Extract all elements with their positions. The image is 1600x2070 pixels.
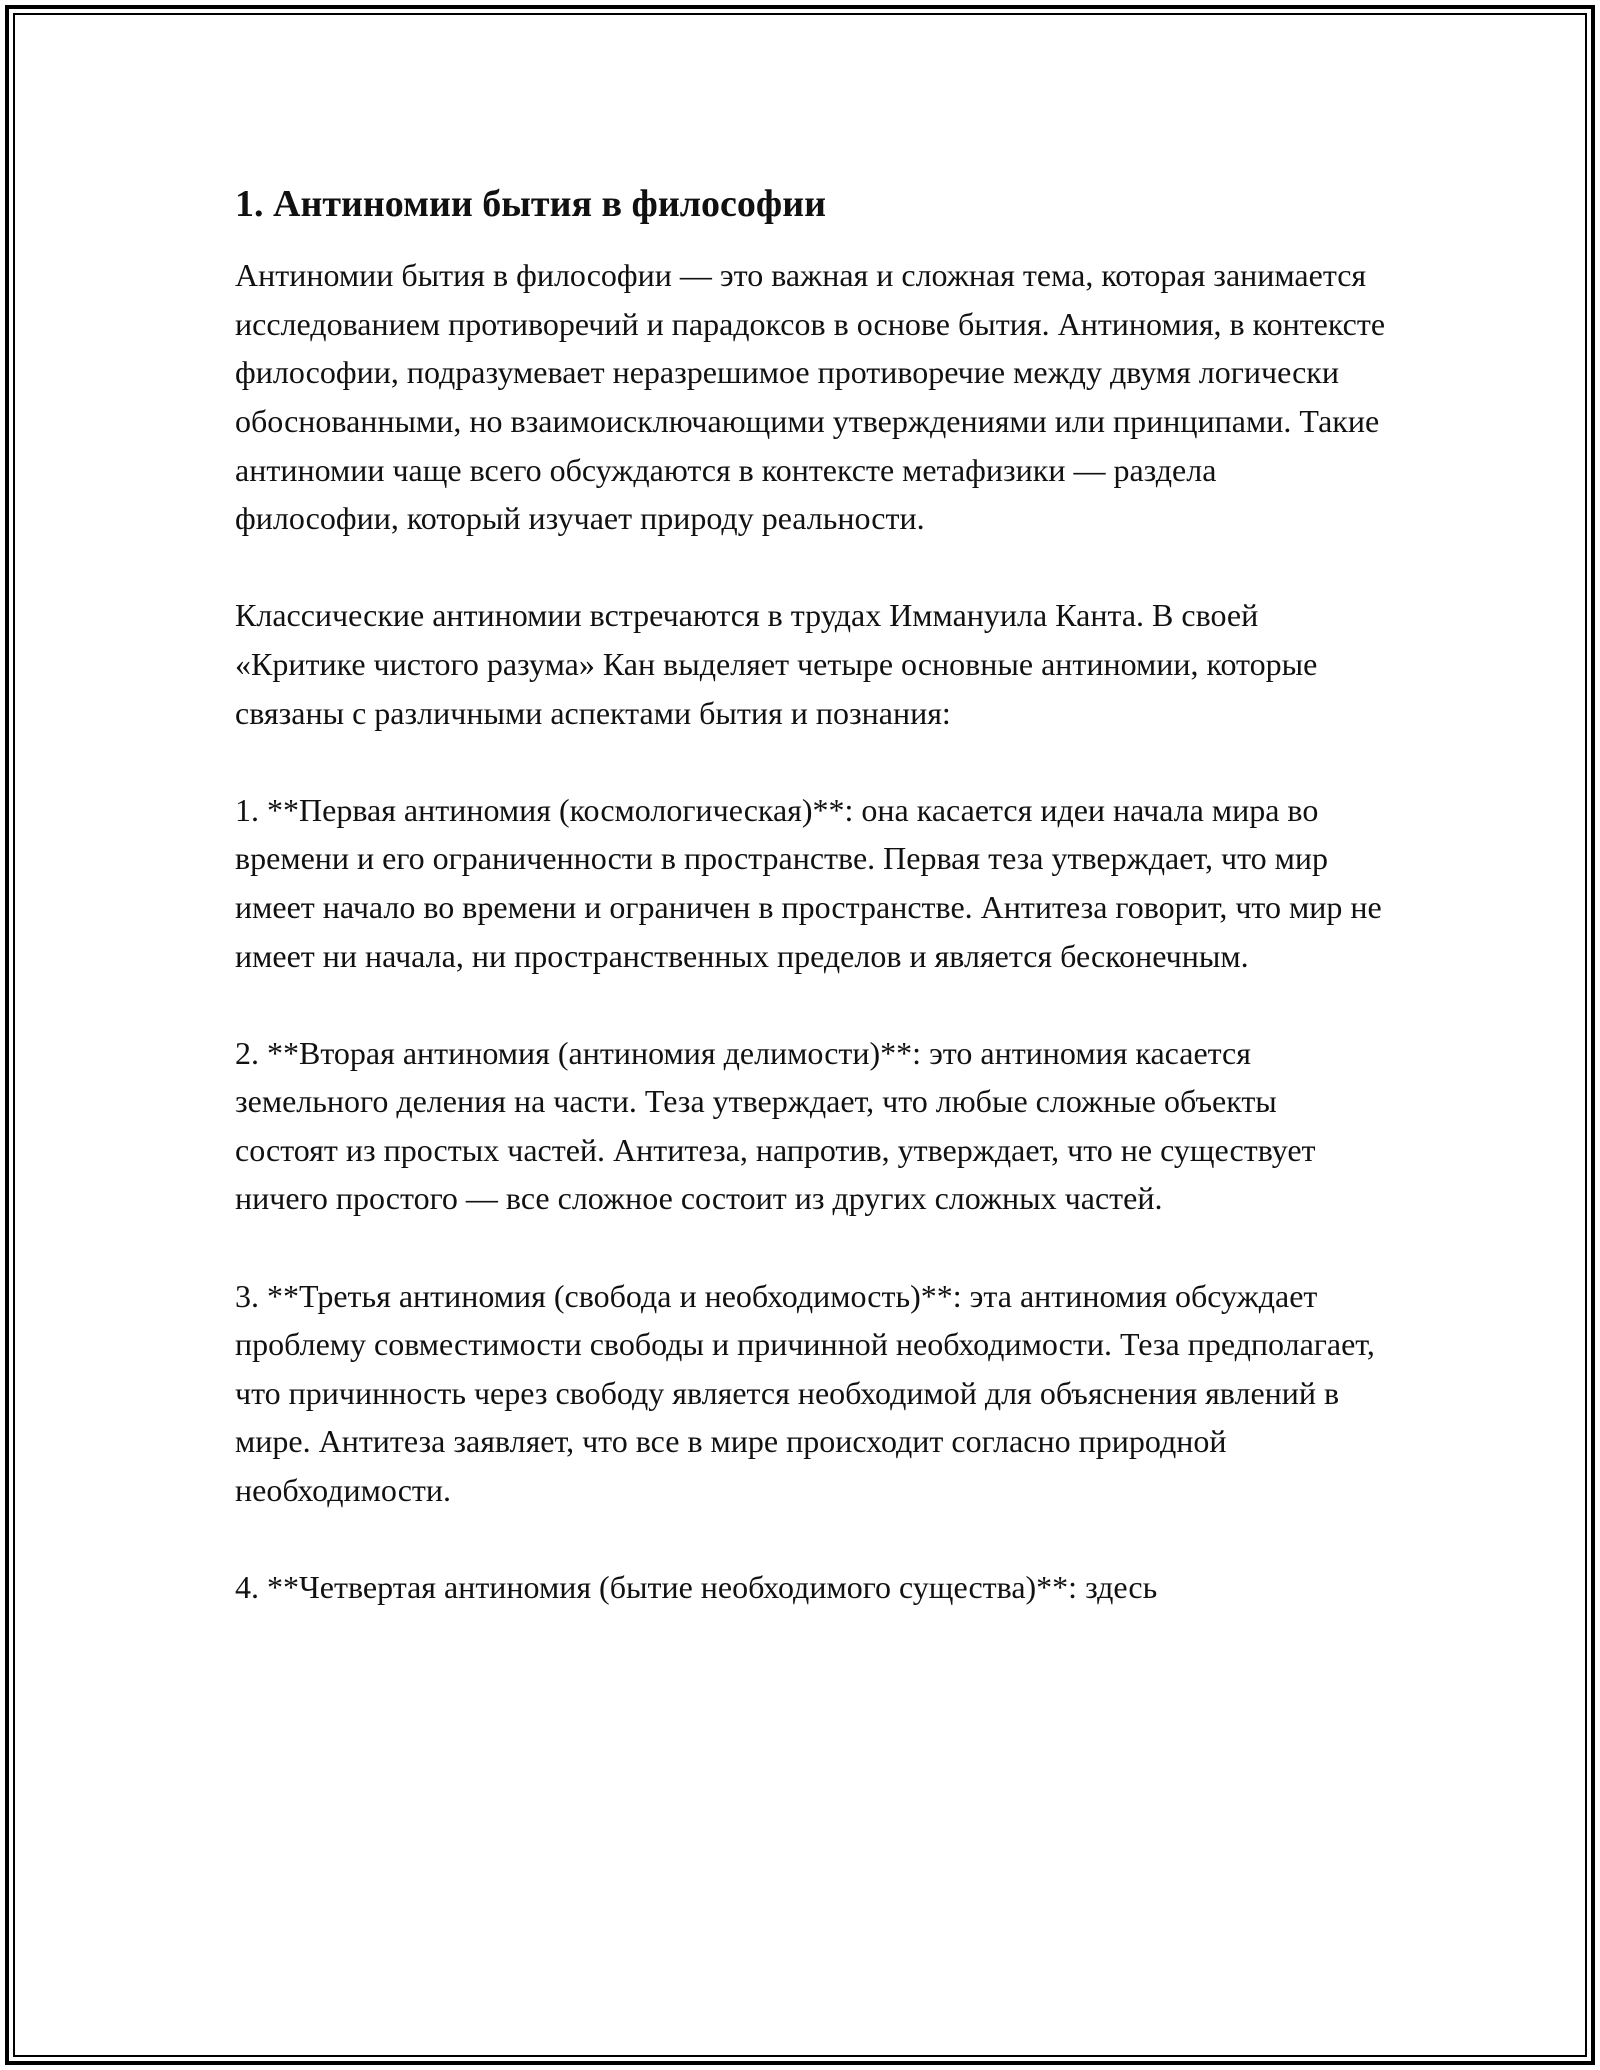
document-body bbox=[235, 178, 1385, 1660]
first-antinomy-paragraph: 1. **Первая антиномия (космологическая)**: она касается идеи начала мира во времени и его ограниченности в пространстве. Первая теза утверждает, что мир имеет начало во времени и ограничен в пространстве. Антитеза говорит, что мир не имеет ни начала, ни пространственных пределов и является бесконечным. bbox=[235, 791, 1382, 974]
second-antinomy-paragraph: 2. **Вторая антиномия (антиномия делимости)**: это антиномия касается земельного деления на части. Теза утверждает, что любые сложные объекты состоят из простых частей. Антитеза, напротив, утверждает, что не существует ничего простого — все сложное состоит из других сложных частей. bbox=[235, 1034, 1316, 1217]
fourth-antinomy-paragraph: 4. **Четвертая антиномия (бытие необходимого существа)**: здесь bbox=[235, 1569, 1158, 1606]
intro-paragraph: Антиномии бытия в философии — это важная и сложная тема, которая занимается исследованием противоречий и парадоксов в основе бытия. Антиномия, в контексте философии, подразумевает неразрешимое противоречие между двумя логически обоснованными, но взаимоисключающими утверждениями или принципами. Такие антиномии чаще всего обсуждаются в контексте метафизики — раздела философии, который изучает природу реальности. bbox=[235, 257, 1386, 537]
kant-paragraph: Классические антиномии встречаются в трудах Иммануила Канта. В своей «Критике чистого разума» Кан выделяет четыре основные антиномии, которые связаны с различными аспектами бытия и познания: bbox=[235, 597, 1318, 731]
document-title: 1. Антиномии бытия в философии bbox=[235, 183, 827, 225]
third-antinomy-paragraph: 3. **Третья антиномия (свобода и необходимость)**: эта антиномия обсуждает проблему совместимости свободы и причинной необходимости. Теза предполагает, что причинность через свободу является необходимой для объяснения явлений в мире. Антитеза заявляет, что все в мире происходит согласно природной необходимости. bbox=[235, 1277, 1375, 1509]
